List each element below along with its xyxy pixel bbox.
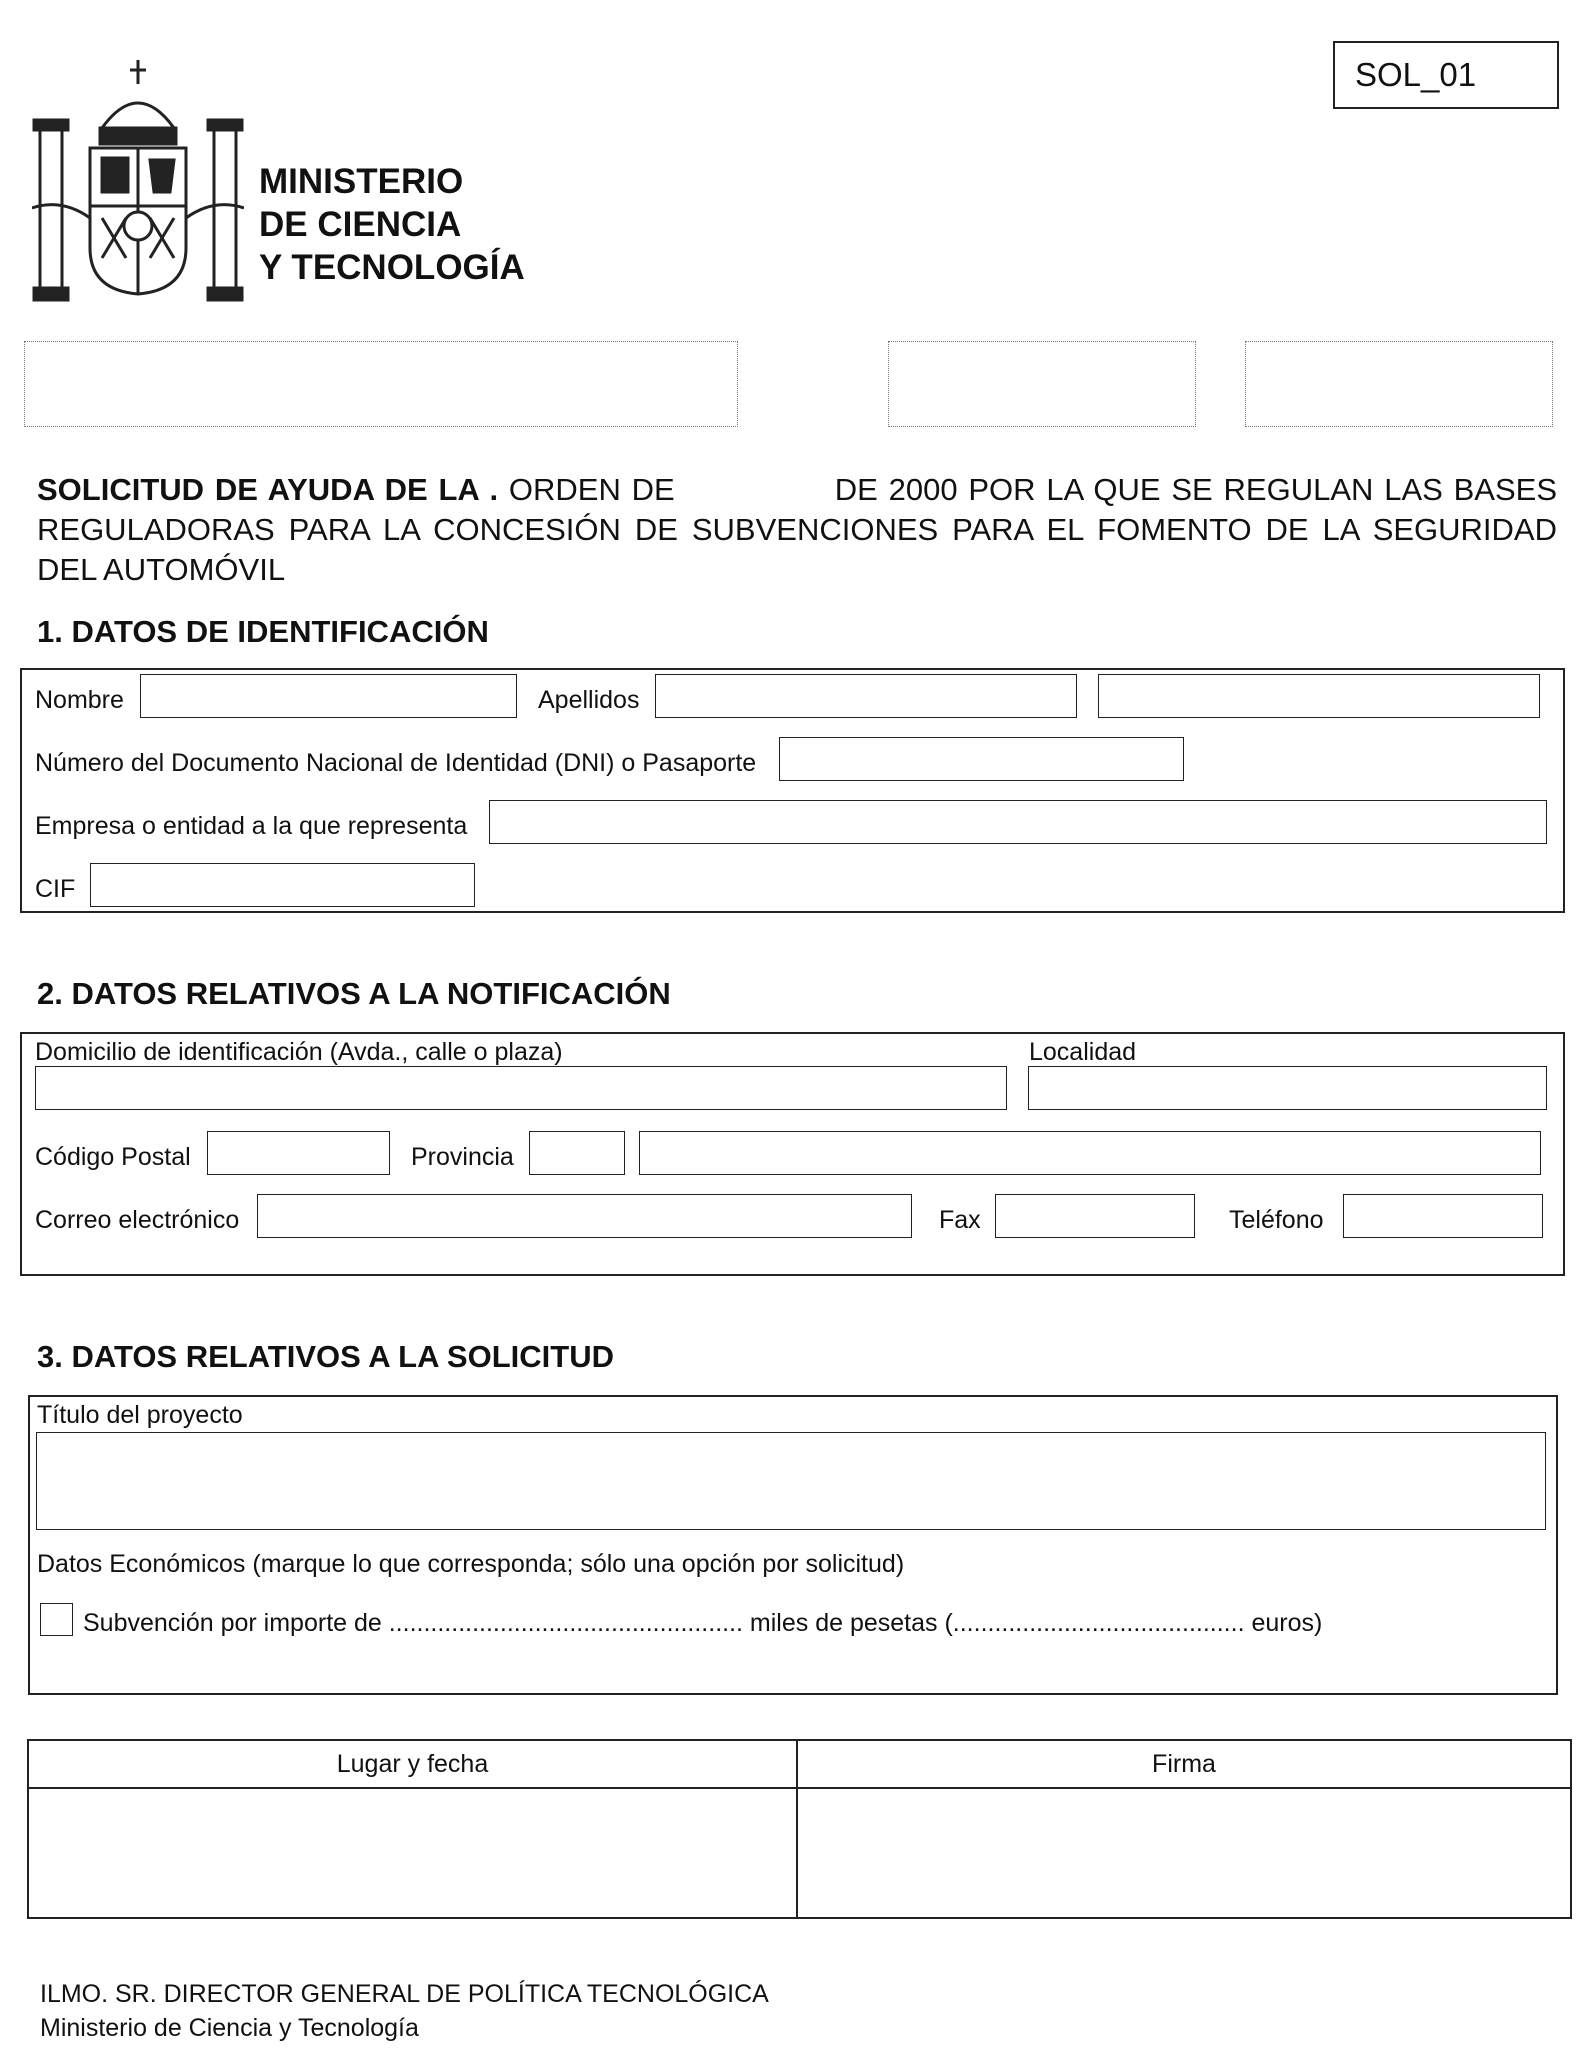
section3-heading: 3. DATOS RELATIVOS A LA SOLICITUD	[37, 1339, 614, 1374]
addressee	[40, 1977, 769, 2045]
registry-box-1	[24, 341, 738, 427]
title-part-1: ORDEN DE	[498, 472, 675, 507]
lugar-fecha-header	[29, 1741, 796, 1789]
subvencion-checkbox[interactable]	[40, 1603, 73, 1636]
localidad-field[interactable]	[1028, 1066, 1547, 1110]
form-title	[37, 470, 1557, 590]
registry-box-2	[888, 341, 1196, 427]
cif-label: CIF	[35, 875, 76, 903]
fax-field[interactable]	[995, 1194, 1195, 1238]
lugar-fecha-column	[29, 1741, 798, 1917]
telefono-label: Teléfono	[1229, 1206, 1324, 1234]
codigo-postal-field[interactable]	[207, 1131, 390, 1175]
section2-heading: 2. DATOS RELATIVOS A LA NOTIFICACIÓN	[37, 976, 671, 1011]
apellidos-label: Apellidos	[538, 686, 640, 714]
title-part-2: DE 2000 POR LA QUE SE REGULAN LAS BASES REGULADORAS PARA LA CONCESIÓN DE SUBVENCIONES PARA EL FOMENTO DE LA SEGURIDAD DEL AUTOMÓVIL	[37, 472, 1557, 587]
section1-heading: 1. DATOS DE IDENTIFICACIÓN	[37, 614, 489, 649]
form-code-box	[1333, 41, 1559, 109]
dni-field[interactable]	[779, 737, 1184, 781]
form-code: SOL_01	[1355, 56, 1477, 93]
firma-header	[798, 1741, 1570, 1789]
codigo-postal-label: Código Postal	[35, 1143, 191, 1171]
addressee-line-1: ILMO. SR. DIRECTOR GENERAL DE POLÍTICA TECNOLÓGICA	[40, 1980, 769, 2008]
ministry-line-3: Y TECNOLOGÍA	[259, 248, 525, 287]
provincia-field[interactable]	[639, 1131, 1541, 1175]
coat-of-arms-icon	[32, 58, 244, 304]
correo-label: Correo electrónico	[35, 1206, 240, 1234]
empresa-label: Empresa o entidad a la que representa	[35, 812, 468, 840]
titulo-label: Título del proyecto	[37, 1401, 243, 1429]
nombre-label: Nombre	[35, 686, 124, 714]
firma-column	[798, 1741, 1570, 1917]
registry-box-3	[1245, 341, 1553, 427]
cif-field[interactable]	[90, 863, 475, 907]
subvencion-label: Subvención por importe de ................................................... miles de pesetas (.......................................... euros)	[83, 1609, 1323, 1637]
provincia-label: Provincia	[411, 1143, 514, 1171]
ministry-line-1: MINISTERIO	[259, 162, 464, 201]
domicilio-label: Domicilio de identificación (Avda., calle o plaza)	[35, 1038, 563, 1066]
signature-table	[27, 1739, 1572, 1919]
lugar-fecha-label: Lugar y fecha	[336, 1749, 489, 1778]
dni-label: Número del Documento Nacional de Identidad (DNI) o Pasaporte	[35, 749, 757, 777]
titulo-field[interactable]	[36, 1432, 1546, 1530]
apellido1-field[interactable]	[655, 674, 1077, 718]
firma-label: Firma	[1152, 1749, 1216, 1778]
ministry-name	[259, 160, 525, 289]
empresa-field[interactable]	[489, 800, 1547, 844]
fax-label: Fax	[939, 1206, 981, 1234]
domicilio-field[interactable]	[35, 1066, 1007, 1110]
title-bold: SOLICITUD DE AYUDA DE LA .	[37, 472, 499, 507]
ministry-line-2: DE CIENCIA	[259, 205, 462, 244]
addressee-line-2: Ministerio de Ciencia y Tecnología	[40, 2014, 419, 2042]
localidad-label: Localidad	[1029, 1038, 1137, 1066]
apellido2-field[interactable]	[1098, 674, 1540, 718]
nombre-field[interactable]	[140, 674, 517, 718]
correo-field[interactable]	[257, 1194, 912, 1238]
provincia-code-field[interactable]	[529, 1131, 625, 1175]
datos-economicos-label: Datos Económicos (marque lo que corresponda; sólo una opción por solicitud)	[37, 1550, 905, 1578]
telefono-field[interactable]	[1343, 1194, 1543, 1238]
